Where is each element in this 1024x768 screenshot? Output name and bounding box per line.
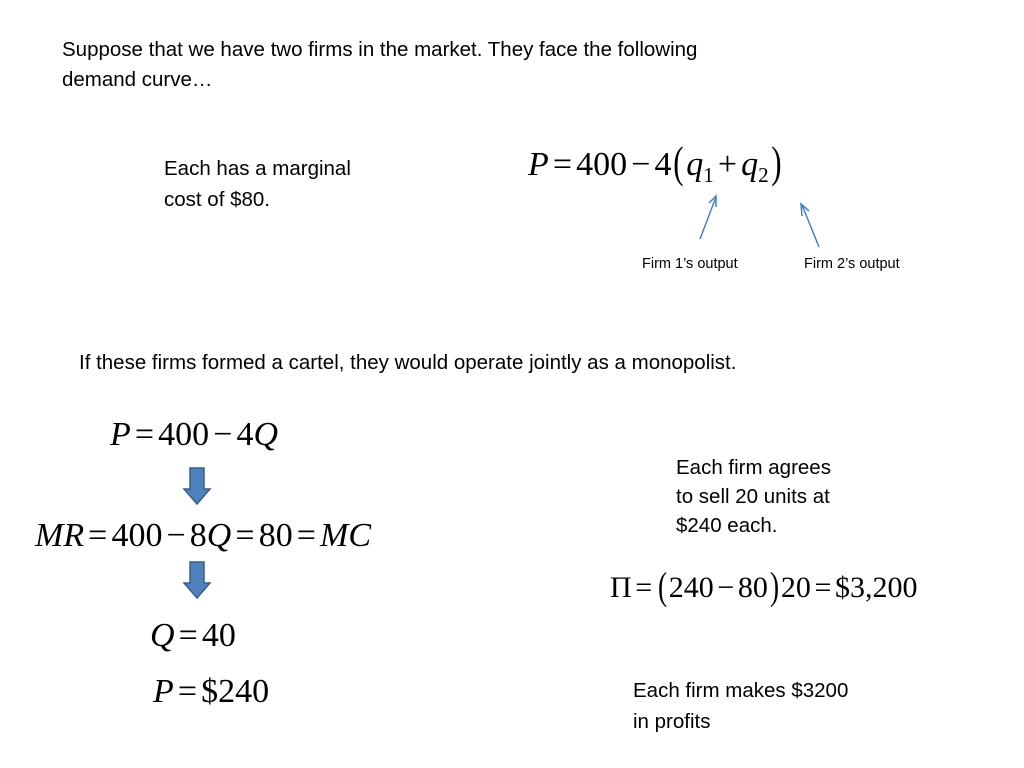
intro-text: [62, 35, 697, 95]
eq-subscript-2: 2: [758, 163, 769, 188]
eq-plus: +: [717, 146, 737, 183]
intro-line-2: demand curve…: [62, 68, 213, 91]
eq-symbol-mc: MC: [320, 517, 372, 554]
eq-symbol-q: Q: [253, 416, 279, 453]
eq-cost: 80: [737, 571, 768, 604]
eq-value: $240: [201, 673, 270, 710]
profit-equation: [610, 564, 918, 608]
eq-total: $3,200: [835, 571, 918, 604]
down-arrow-1: [184, 468, 210, 504]
eq-symbol-pi: Π: [610, 571, 632, 604]
eq-paren-right: ): [770, 138, 782, 188]
firm1-pointer-arrow: [700, 196, 716, 239]
eq-symbol-mr: MR: [35, 517, 85, 554]
agreement-line-3: $240 each.: [676, 514, 778, 537]
eq-const: 400: [158, 416, 210, 453]
cartel-note: If these firms formed a cartel, they would operate jointly as a monopolist.: [79, 351, 737, 374]
eq-minus: −: [631, 146, 651, 183]
eq-sign: =: [635, 571, 653, 604]
eq-sign: =: [296, 517, 316, 554]
marginal-cost-note: [164, 153, 351, 215]
eq-value: 80: [258, 517, 293, 554]
eq-paren-left: (: [673, 138, 684, 188]
eq-sign: =: [814, 571, 832, 604]
profit-line-2: in profits: [633, 710, 711, 733]
eq-sign: =: [134, 416, 155, 453]
eq-symbol-q1: q: [686, 146, 704, 183]
price-equation: [153, 672, 269, 712]
eq-price: 240: [668, 571, 714, 604]
eq-const: 400: [576, 146, 628, 183]
eq-symbol-q: Q: [206, 517, 232, 554]
eq-symbol-p: P: [110, 416, 131, 453]
eq-minus: −: [166, 517, 186, 554]
eq-coef: 8: [189, 517, 207, 554]
eq-coef: 4: [236, 416, 254, 453]
eq-symbol-q: Q: [150, 617, 175, 654]
eq-symbol-p: P: [528, 146, 549, 183]
profit-note: [633, 675, 848, 737]
eq-paren-left: (: [657, 564, 667, 608]
firm2-output-label: Firm 2’s output: [804, 256, 900, 272]
agreement-line-1: Each firm agrees: [676, 456, 831, 479]
monopoly-demand-equation: [110, 415, 278, 455]
eq-minus: −: [717, 571, 735, 604]
eq-sign: =: [235, 517, 255, 554]
mr-equals-mc-equation: [35, 516, 371, 556]
eq-units: 20: [780, 571, 811, 604]
firm2-pointer-arrow: [801, 204, 819, 247]
marginal-cost-line-1: Each has a marginal: [164, 157, 351, 180]
eq-sign: =: [552, 146, 573, 183]
intro-line-1: Suppose that we have two firms in the market. They face the following: [62, 38, 698, 61]
agreement-note: [676, 453, 831, 540]
eq-value: 40: [201, 617, 236, 654]
eq-coef: 4: [654, 146, 672, 183]
eq-subscript-1: 1: [703, 163, 714, 188]
eq-sign: =: [178, 617, 198, 654]
eq-sign: =: [177, 673, 198, 710]
firm1-output-label: Firm 1’s output: [642, 256, 738, 272]
agreement-line-2: to sell 20 units at: [676, 485, 830, 508]
eq-minus: −: [213, 416, 233, 453]
eq-const: 400: [111, 517, 163, 554]
eq-symbol-p: P: [153, 673, 174, 710]
profit-line-1: Each firm makes $3200: [633, 679, 849, 702]
marginal-cost-line-2: cost of $80.: [164, 188, 270, 211]
quantity-equation: [150, 616, 236, 656]
down-arrow-2: [184, 562, 210, 598]
eq-paren-right: ): [769, 564, 779, 608]
demand-equation: [528, 138, 783, 188]
eq-sign: =: [88, 517, 108, 554]
eq-symbol-q2: q: [741, 146, 759, 183]
